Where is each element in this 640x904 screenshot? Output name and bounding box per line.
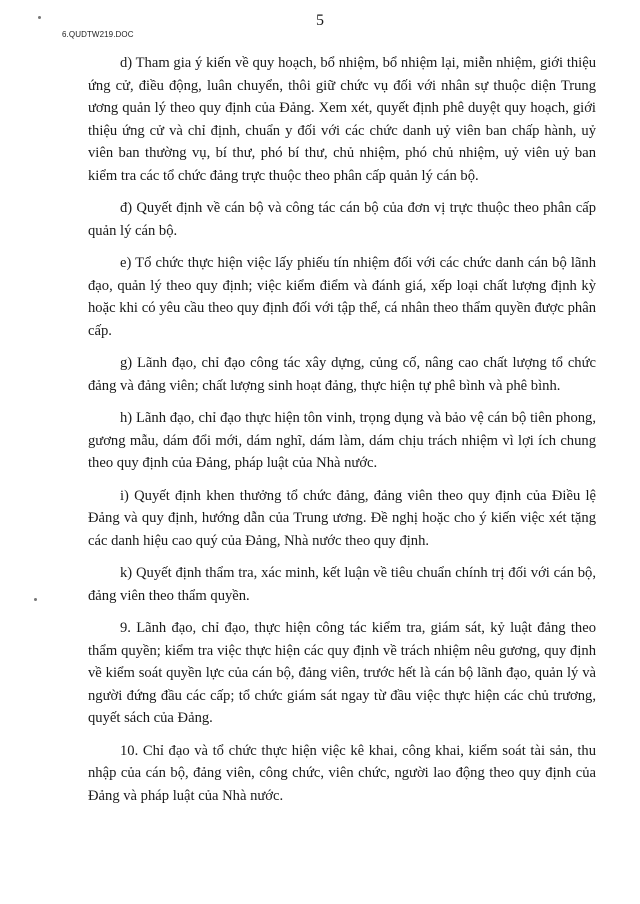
paragraph-9: 9. Lãnh đạo, chỉ đạo, thực hiện công tác kiểm tra, giám sát, kỷ luật đảng theo thẩm quyền; kiểm tra việc thực hiện các quy định về trách nhiệm nêu gương, quy định về kiểm soát quyền lực của cán bộ, đảng viên, trước hết là cán bộ lãnh đạo, quản lý và người đứng đầu các cấp; tổ chức giám sát ngay từ đầu việc thực hiện các chủ trương, quyết sách của Đảng. (88, 620, 596, 726)
page-number: 5 (316, 12, 324, 29)
paragraph-d: d) Tham gia ý kiến về quy hoạch, bổ nhiệm, bổ nhiệm lại, miễn nhiệm, giới thiệu ứng cử, điều động, luân chuyển, thôi giữ chức vụ đối với nhân sự thuộc diện Trung ương quản lý theo quy định của Đảng. Xem xét, quyết định phê duyệt quy hoạch, giới thiệu ứng cử và chỉ định, chuẩn y đối với các chức danh uỷ viên ban chấp hành, uỷ viên ban thường vụ, bí thư, phó bí thư, chủ nhiệm, phó chủ nhiệm, uỷ viên uỷ ban kiểm tra các tổ chức đảng trực thuộc theo phân cấp quản lý cán bộ. (88, 55, 596, 184)
file-code-label: 6.QUDTW219.DOC (62, 30, 134, 39)
paragraph-i: i) Quyết định khen thưởng tổ chức đảng, đảng viên theo quy định của Điều lệ Đảng và quy định, hướng dẫn của Trung ương. Đề nghị hoặc cho ý kiến việc xét tặng các danh hiệu cao quý của Đảng, Nhà nước theo quy định. (88, 487, 596, 549)
paragraph-10: 10. Chỉ đạo và tổ chức thực hiện việc kê khai, công khai, kiểm soát tài sản, thu nhập của cán bộ, đảng viên, công chức, viên chức, người lao động theo quy định của Đảng và pháp luật của Nhà nước. (88, 742, 596, 804)
paragraph-g: g) Lãnh đạo, chỉ đạo công tác xây dựng, củng cố, nâng cao chất lượng tổ chức đảng và đảng viên; chất lượng sinh hoạt đảng, thực hiện tự phê bình và phê bình. (88, 355, 596, 394)
paragraph-e: e) Tổ chức thực hiện việc lấy phiếu tín nhiệm đối với các chức danh cán bộ lãnh đạo, quản lý theo quy định; việc kiểm điểm và đánh giá, xếp loại chất lượng định kỳ hoặc khi có yêu cầu theo quy định đối với tập thể, cá nhân theo thẩm quyền được phân cấp. (88, 255, 596, 339)
paragraph-k: k) Quyết định thẩm tra, xác minh, kết luận về tiêu chuẩn chính trị đối với cán bộ, đảng viên theo thẩm quyền. (88, 565, 596, 604)
scan-speck (38, 16, 41, 19)
scan-speck (34, 598, 37, 601)
paragraph-dd: đ) Quyết định về cán bộ và công tác cán bộ của đơn vị trực thuộc theo phân cấp quản lý cán bộ. (88, 200, 596, 239)
paragraph-h: h) Lãnh đạo, chỉ đạo thực hiện tôn vinh, trọng dụng và bảo vệ cán bộ tiên phong, gương mẫu, dám đổi mới, dám nghĩ, dám làm, dám chịu trách nhiệm vì lợi ích chung theo quy định của Đảng, pháp luật của Nhà nước. (88, 410, 596, 471)
document-body (88, 52, 596, 817)
